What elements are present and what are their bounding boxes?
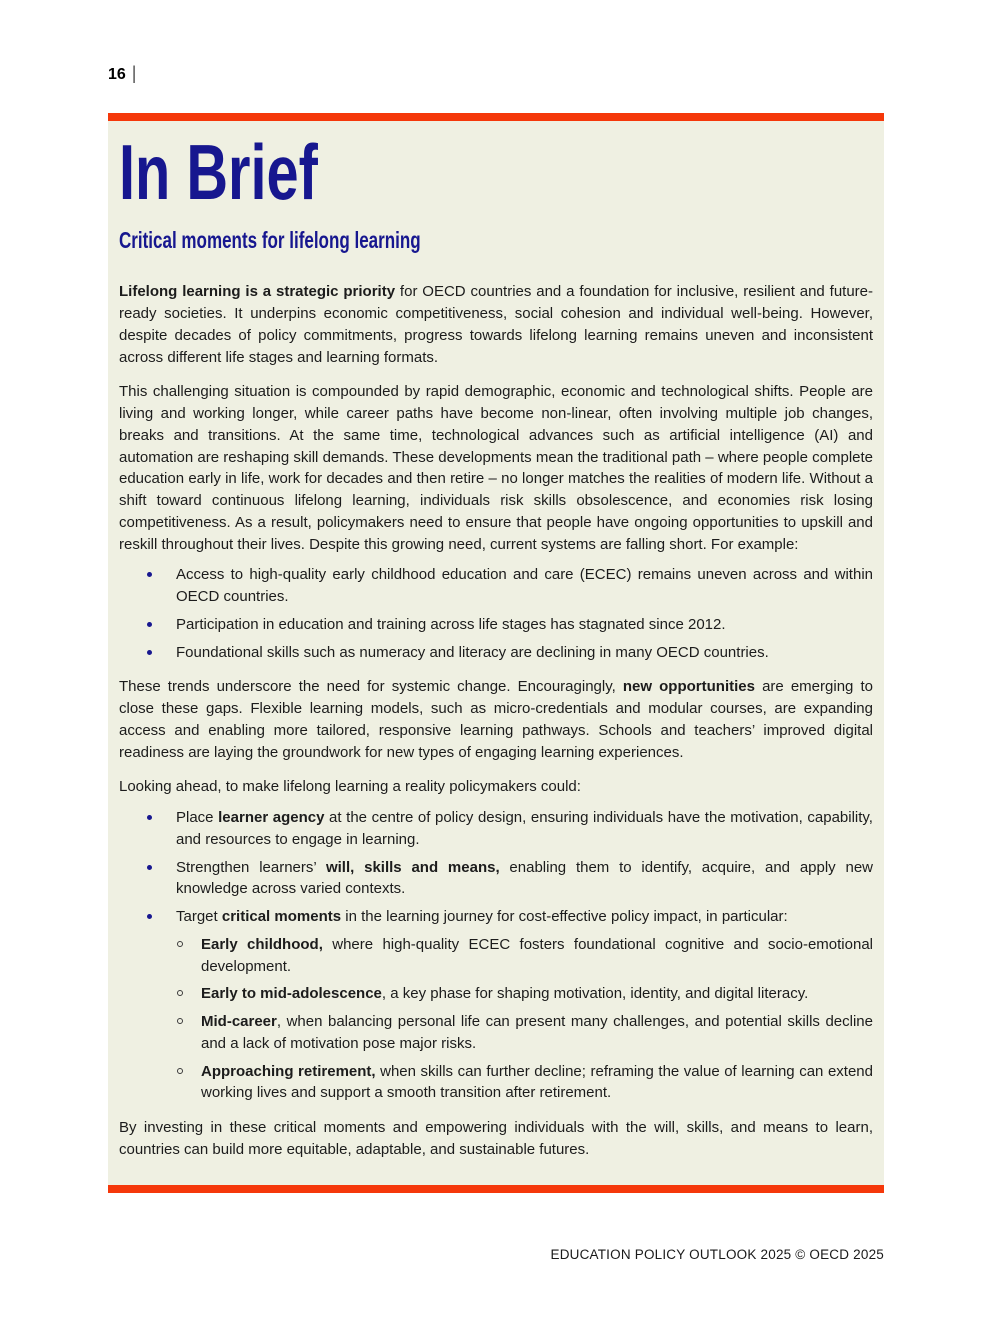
list-item <box>119 564 873 608</box>
list-item-text: Participation in education and training across life stages has stagnated since 2012. <box>176 615 726 633</box>
page-number-separator: | <box>131 63 137 83</box>
bullet-circle-icon <box>177 941 183 947</box>
list-item-text: Early childhood, where high-quality ECEC fosters foundational cognitive and socio-emotional development. <box>201 935 873 975</box>
list-item-text: Approaching retirement, when skills can further decline; reframing the value of learning can extend working lives and support a smooth transition after retirement. <box>201 1062 873 1102</box>
list-item <box>119 934 873 978</box>
bullet-circle-icon <box>177 1068 183 1074</box>
bullet-dot-icon <box>147 865 152 870</box>
list-item <box>119 807 873 851</box>
list-item-text: Mid-career, when balancing personal life can present many challenges, and potential skills decline and a lack of motivation pose major risks. <box>201 1013 873 1052</box>
list-item-text: Foundational skills such as numeracy and literacy are declining in many OECD countries. <box>176 643 769 661</box>
list-item-text: Early to mid-adolescence, a key phase for shaping motivation, identity, and digital literacy. <box>201 985 809 1003</box>
list-item-text: Target critical moments in the learning journey for cost-effective policy impact, in particular: <box>176 908 788 926</box>
paragraph-strategic-priority: Lifelong learning is a strategic priority for OECD countries and a foundation for inclusive, resilient and future-ready societies. It underpins economic competitiveness, social cohesion and individual well-being. However, despite decades of policy commitments, progress towards lifelong learning remains uneven and inconsistent across different life stages and learning formats. <box>119 283 873 366</box>
section-subtitle: Critical moments for lifelong learning <box>119 227 421 253</box>
panel-top-rule <box>108 113 884 121</box>
list-item <box>119 642 873 664</box>
page-header <box>108 62 136 86</box>
paragraph-systemic-change: These trends underscore the need for systemic change. Encouragingly, new opportunities are emerging to close these gaps. Flexible learning models, such as micro-credentials and modular courses, are expanding access and enabling more tailored, responsive learning pathways. Schools and teachers’ improved digital readiness are laying the groundwork for new types of engaging learning experiences. <box>119 678 873 761</box>
section-title: In Brief <box>119 128 318 216</box>
list-item-text: Place learner agency at the centre of policy design, ensuring individuals have the motivation, capability, and resources to engage in learning. <box>176 809 873 848</box>
list-item <box>119 614 873 636</box>
panel-body <box>108 121 884 1185</box>
list-item <box>119 857 873 901</box>
list-item <box>119 983 873 1005</box>
in-brief-panel <box>108 113 884 1193</box>
bullet-dot-icon <box>147 815 152 820</box>
gaps-bullet-list <box>119 564 873 663</box>
panel-bottom-rule <box>108 1185 884 1193</box>
paragraph-conclusion: By investing in these critical moments and empowering individuals with the will, skills, and means to learn, countries can build more equitable, adaptable, and sustainable futures. <box>119 1119 873 1158</box>
paragraph-challenging-situation: This challenging situation is compounded by rapid demographic, economic and technological shifts. People are living and working longer, while career paths have become non-linear, often involving multiple job changes, breaks and transitions. At the same time, technological advances such as artificial intelligence (AI) and automation are reshaping skill demands. These developments mean the traditional path – where people complete education early in life, work for decades and then retire – no longer matches the realities of modern life. Without a shift toward continuous lifelong learning, individuals risk skills obsolescence, and economies risk losing competitiveness. As a result, policymakers need to ensure that people have ongoing opportunities to upskill and reskill throughout their lives. Despite this growing need, current systems are falling short. For example: <box>119 383 873 553</box>
list-item-text: Access to high-quality early childhood education and care (ECEC) remains uneven across and within OECD countries. <box>176 566 873 606</box>
list-item <box>119 1011 873 1055</box>
bullet-circle-icon <box>177 990 183 996</box>
bullet-dot-icon <box>147 914 152 919</box>
bullet-dot-icon <box>147 572 152 577</box>
paragraph-looking-ahead: Looking ahead, to make lifelong learning a reality policymakers could: <box>119 778 581 796</box>
list-item-text: Strengthen learners’ will, skills and means, enabling them to identify, acquire, and apply new knowledge across varied contexts. <box>176 858 873 898</box>
bullet-dot-icon <box>147 622 152 627</box>
page-number: 16 <box>108 66 126 83</box>
page-footer: EDUCATION POLICY OUTLOOK 2025 © OECD 2025 <box>550 1247 884 1262</box>
bullet-dot-icon <box>147 650 152 655</box>
list-item <box>119 906 873 928</box>
critical-moments-sublist <box>119 934 873 1104</box>
bullet-circle-icon <box>177 1018 183 1024</box>
list-item <box>119 1061 873 1105</box>
policy-bullet-list <box>119 807 873 928</box>
